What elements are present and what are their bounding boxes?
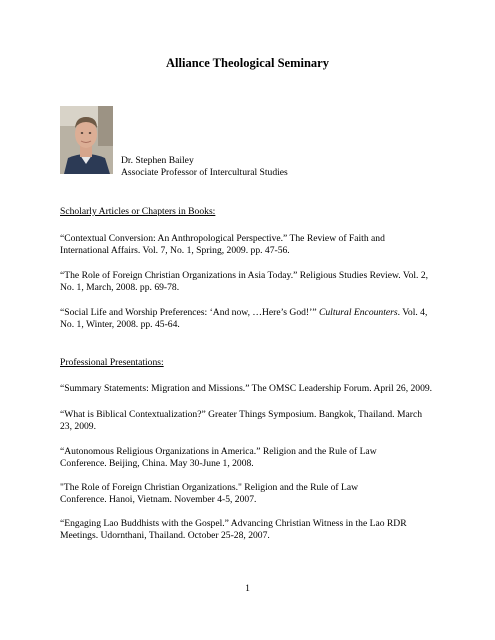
presentation-line: “Summary Statements: Migration and Missions.” The OMSC Leadership Forum. April 26, 2009. [60,383,433,394]
profile-name: Dr. Stephen Bailey [121,155,194,166]
presentation-entry [60,482,440,505]
presentation-entry [60,409,440,432]
profile-photo [60,106,113,174]
profile-info [121,155,288,178]
presentation-line: Conference. Hanoi, Vietnam. November 4-5, 2007. [60,493,257,505]
article-line: “The Role of Foreign Christian Organizations in Asia Today.” Religious Studies Review. Vol. 2, [60,270,429,281]
presentation-line: Meetings. Udornthani, Thailand. October 25-28, 2007. [60,529,270,541]
article-entry [60,307,440,330]
article-line: No. 1, March, 2008. pp. 69-78. [60,281,180,293]
article-entry [60,233,440,256]
page-title: Alliance Theological Seminary [166,56,329,70]
presentation-line: "The Role of Foreign Christian Organizations." Religion and the Rule of Law [60,482,359,493]
article-title: “Social Life and Worship Preferences: ‘And now, …Here’s God!’” [60,307,319,318]
page-number: 1 [245,583,250,594]
article-entry [60,270,440,293]
article-journal: Cultural Encounters [318,307,398,318]
article-volume: . Vol. 4, [397,307,428,318]
presentation-entry [60,518,440,541]
presentations-heading: Professional Presentations: [60,357,164,368]
article-line [60,307,440,319]
presentation-line: “Autonomous Religious Organizations in America.” Religion and the Rule of Law [60,446,377,457]
presentation-line: 23, 2009. [60,420,96,432]
profile-position: Associate Professor of Intercultural Studies [121,166,288,178]
portrait-image [60,106,113,174]
presentation-line: Conference. Beijing, China. May 30-June 1, 2008. [60,457,254,469]
article-line: “Contextual Conversion: An Anthropological Perspective.” The Review of Faith and [60,233,385,244]
article-line: International Affairs. Vol. 7, No. 1, Spring, 2009. pp. 47-56. [60,244,290,256]
presentation-entry [60,383,440,395]
presentation-line: “What is Biblical Contextualization?” Greater Things Symposium. Bangkok, Thailand. March [60,409,422,420]
article-line: No. 1, Winter, 2008. pp. 45-64. [60,318,180,330]
presentation-entry [60,446,440,469]
presentation-line: “Engaging Lao Buddhists with the Gospel.” Advancing Christian Witness in the Lao RDR [60,518,407,529]
articles-heading: Scholarly Articles or Chapters in Books: [60,206,216,217]
